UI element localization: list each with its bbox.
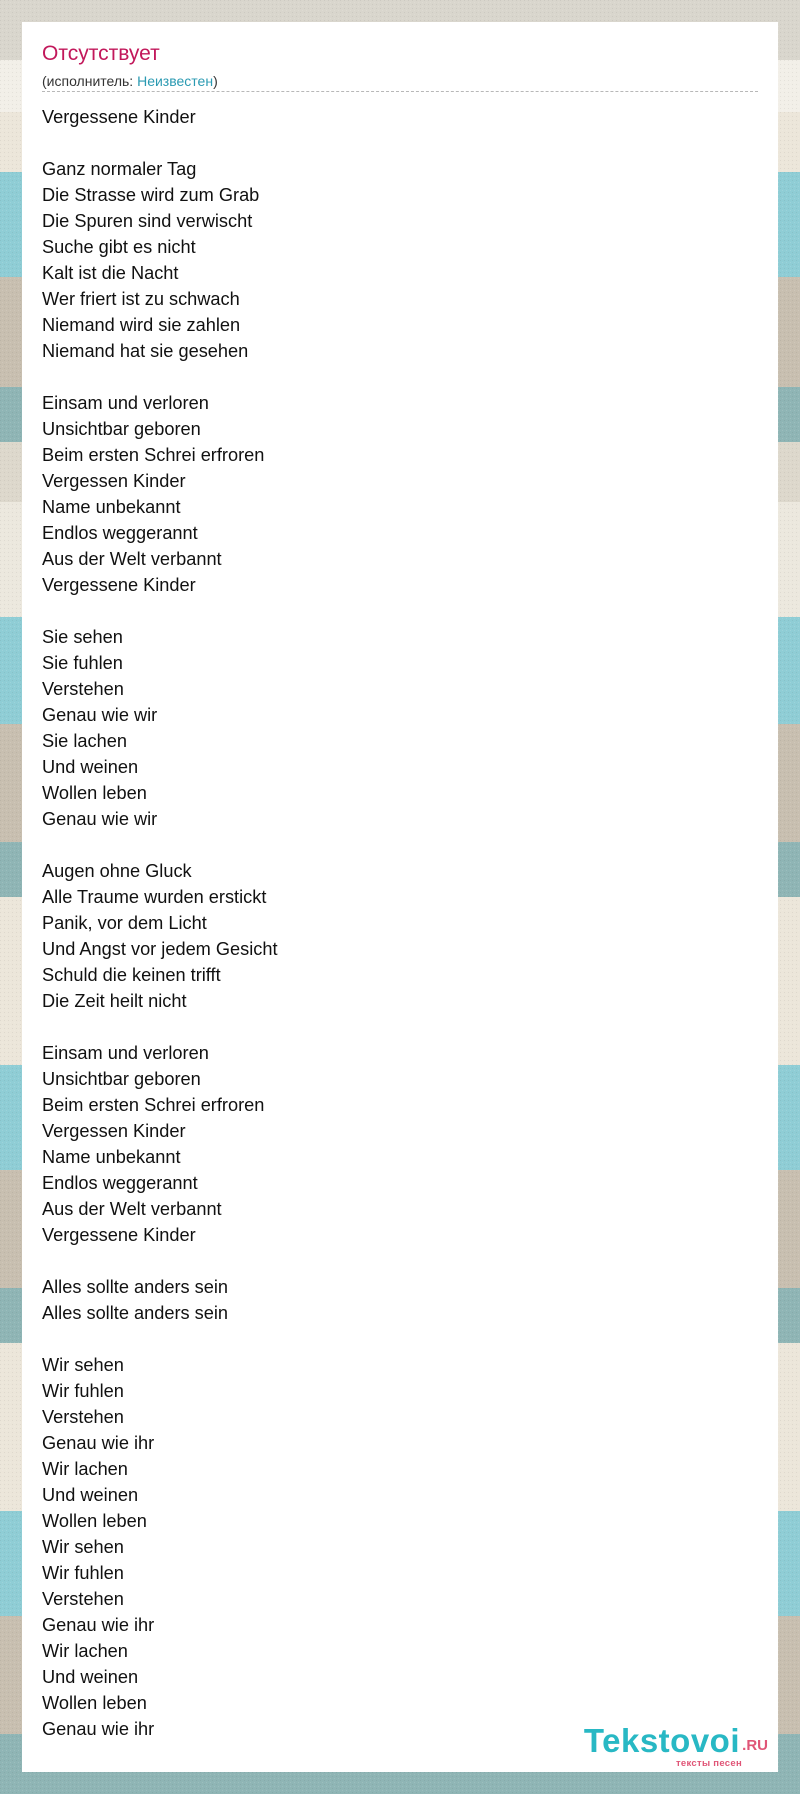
logo-tagline: тексты песен: [675, 1758, 742, 1769]
logo-brand: Tekstovoi: [583, 1722, 740, 1759]
logo-tld: .RU: [742, 1737, 768, 1754]
header-divider: [42, 91, 758, 92]
song-title: Отсутствует: [42, 42, 160, 65]
performer-link[interactable]: Неизвестен: [137, 73, 214, 89]
lyrics-card: [22, 22, 778, 1772]
performer-suffix: ): [213, 73, 218, 89]
lyrics-text: Vergessene Kinder Ganz normaler Tag Die Strasse wird zum Grab Die Spuren sind verwischt Suche gibt es nicht Kalt ist die Nacht Wer friert ist zu schwach Niemand wird sie zahlen Niemand hat sie gesehen Einsam und verloren Unsichtbar geboren Beim ersten Schrei erfroren Vergessen Kinder Name unbekannt Endlos weggerannt Aus der Welt verbannt Vergessene Kinder Sie sehen Sie fuhlen Verstehen Genau wie wir Sie lachen Und weinen Wollen leben Genau wie wir Augen ohne Gluck Alle Traume wurden erstickt Panik, vor dem Licht Und Angst vor jedem Gesicht Schuld die keinen trifft Die Zeit heilt nicht Einsam und verloren Unsichtbar geboren Beim ersten Schrei erfroren Vergessen Kinder Name unbekannt Endlos weggerannt Aus der Welt verbannt Vergessene Kinder Alles sollte anders sein Alles sollte anders sein Wir sehen Wir fuhlen Verstehen Genau wie ihr Wir lachen Und weinen Wollen leben Wir sehen Wir fuhlen Verstehen Genau wie ihr Wir lachen Und weinen Wollen leben Genau wie ihr: [42, 107, 278, 1739]
tekstovoi-logo[interactable]: [568, 1722, 768, 1768]
performer-prefix: (исполнитель:: [42, 73, 138, 89]
performer-line: [42, 73, 218, 89]
